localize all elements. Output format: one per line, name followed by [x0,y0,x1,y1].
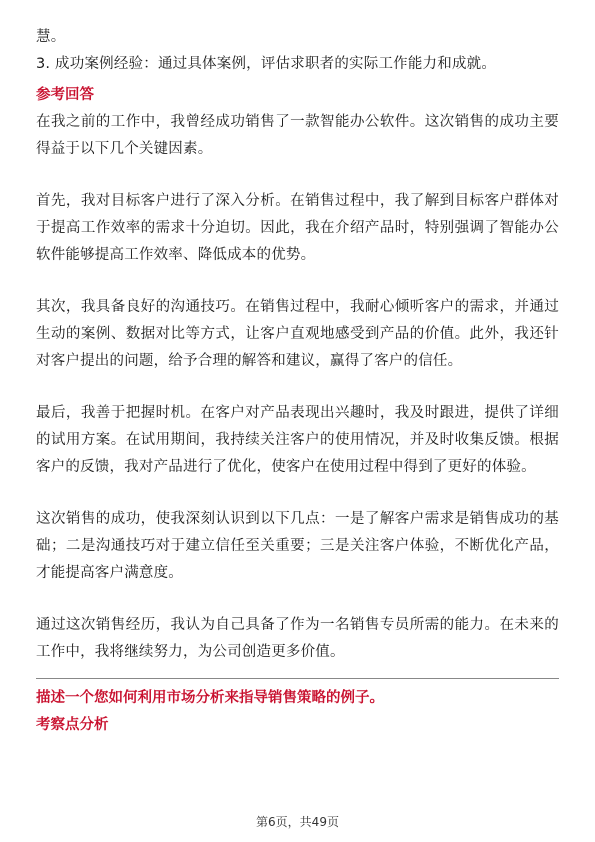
page-content [36,24,559,739]
assessment-item-3: 3. 成功案例经验：通过具体案例，评估求职者的实际工作能力和成就。 [36,56,497,72]
paragraph-second: 其次，我具备良好的沟通技巧。在销售过程中，我耐心倾听客户的需求，并通过生动的案例、数据对比等方式，让客户直观地感受到产品的价值。此外，我还针对客户提出的问题，给予合理的解答和建议，赢得了客户的信任。 [36,299,559,369]
next-heading: 考察点分析 [36,717,109,733]
paragraph-intro: 在我之前的工作中，我曾经成功销售了一款智能办公软件。这次销售的成功主要得益于以下几个关键因素。 [36,114,559,157]
paragraph-third: 最后，我善于把握时机。在客户对产品表现出兴趣时，我及时跟进，提供了详细的试用方案。在试用期间，我持续关注客户的使用情况，并及时收集反馈。根据客户的反馈，我对产品进行了优化，使客户在使用过程中得到了更好的体验。 [36,405,559,475]
top-fragment: 慧。 [36,29,66,45]
answer-heading: 参考回答 [36,87,94,103]
next-question: 描述一个您如何利用市场分析来指导销售策略的例子。 [36,690,384,706]
section-divider [36,678,559,679]
paragraph-closing: 通过这次销售经历，我认为自己具备了作为一名销售专员所需的能力。在未来的工作中，我将继续努力，为公司创造更多价值。 [36,617,559,660]
paragraph-conclusion: 这次销售的成功，使我深刻认识到以下几点：一是了解客户需求是销售成功的基础；二是沟通技巧对于建立信任至关重要；三是关注客户体验，不断优化产品，才能提高客户满意度。 [36,511,559,581]
paragraph-first: 首先，我对目标客户进行了深入分析。在销售过程中，我了解到目标客户群体对于提高工作效率的需求十分迫切。因此，我在介绍产品时，特别强调了智能办公软件能够提高工作效率、降低成本的优势。 [36,193,559,263]
page-footer: 第6页，共49页 [256,815,339,829]
